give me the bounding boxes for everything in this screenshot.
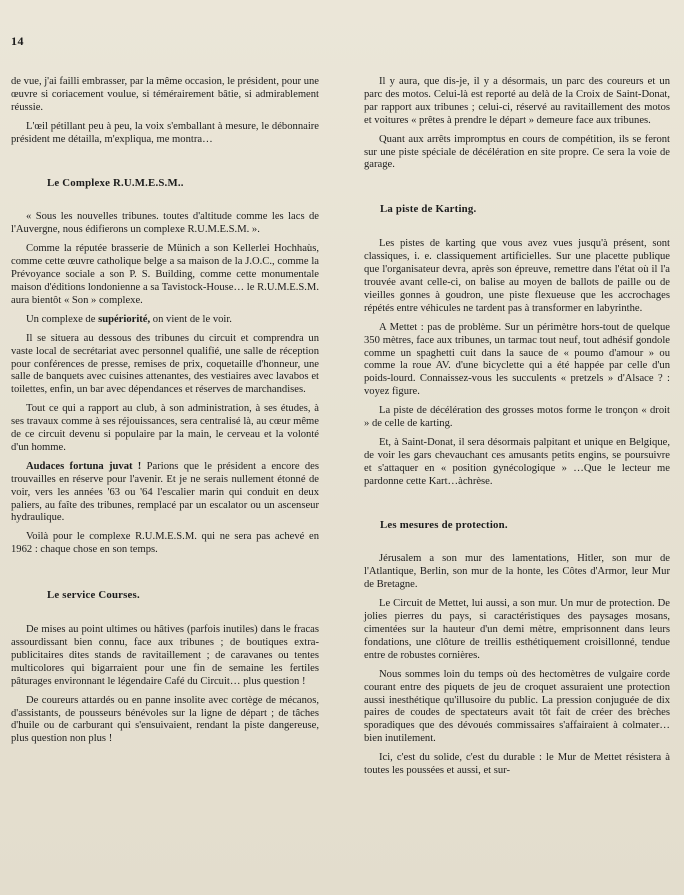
paragraph: de vue, j'ai failli embrasser, par la même occasion, le président, pour une œuvre si coriacement voulue, si témérairement bâtie, si admirablement réussie. (11, 76, 319, 113)
section-heading-karting: La piste de Karting. (380, 203, 477, 216)
paragraph: « Sous les nouvelles tribunes. toutes d'altitude comme les lacs de l'Auvergne, nous édifierons un complexe R.U.M.E.S.M. ». (11, 211, 319, 236)
right-column (364, 76, 670, 784)
section-heading-mesures: Les mesures de protection. (380, 518, 508, 531)
paragraph: Comme la réputée brasserie de Münich a son Kellerlei Hochhaùs, comme cette œuvre catholique belge a sa maison de la J.O.C., comme la Prévoyance sociale a son P. S. Building, comme cette monumentale maison d'éditions londonienne a sa Tavistock-House… le R.U.M.E.S.M. aura bientôt « Son » complexe. (11, 243, 319, 306)
paragraph: Il se situera au dessous des tribunes du circuit et comprendra un vaste local de secrétariat avec personnel qualifié, une salle de réception pour conférences de presse, remises de prix, coquetaille d'honneur, une salle de banquets avec cuisines attenantes, des vestiaires avec lavabos et toilettes, enfin, un bar avec dépendances et réserves de marchandises. (11, 332, 319, 396)
left-column (11, 76, 319, 752)
bold-text: Audaces fortuna juvat ! (26, 460, 142, 472)
paragraph: Tout ce qui a rapport au club, à son administration, à ses études, à ses travaux comme à ses réjouissances, sera centralisé là, au cœur même de ce circuit devenu si populaire par la main, le cerveau et la volonté d'un homme. (11, 403, 319, 453)
paragraph: Les pistes de karting que vous avez vues jusqu'à présent, sont classiques, i. e. classiquement artificielles. Sur une placette publique que l'organisateur devra, après son épreuve, remettre dans l'état où il l'a trouvée avant celle-ci, on balise au moyen de ballots de paille ou de vieilles gonnes à goudron, une piste flexueuse que les accrochages répétés entre véhicules ne tardent pas à transformer en labyrinthe. (364, 238, 670, 314)
paragraph: Et, à Saint-Donat, il sera désormais palpitant et unique en Belgique, de voir les gars chevauchant ces amusants petits engins, se poursuivre et s'attaquer en « position gynécologique » …Que le lecteur me pardonne cette Kart…àchrèse. (364, 436, 670, 487)
paragraph-audaces (11, 461, 319, 526)
paragraph: Ici, c'est du solide, c'est du durable : le Mur de Mettet résistera à toutes les poussées et aussi, et sur- (364, 752, 670, 777)
paragraph: Il y aura, que dis-je, il y a désormais, un parc des coureurs et un parc des motos. Celui-là est reporté au delà de la Croix de Saint-Donat, par rapport aux tribunes ; celui-ci, réservé au ravitaillement des motos et voitures « prêtes à prendre le départ » demeure face aux tribunes. (364, 76, 670, 126)
bold-text: supériorité, (98, 313, 151, 325)
paragraph: Nous sommes loin du temps où des hectomètres de vulgaire corde courant entre des piquets de jeu de croquet assuraient une protection aussi inesthétique qu'illusoire du public. La pression conjuguée de dix paires de coudes de spectateurs avait tôt fait de créer des brèches sporadiques que des dévoués commissaires s'affairaient à colmater… bien inutilement. (364, 668, 670, 745)
paragraph: Le Circuit de Mettet, lui aussi, a son mur. Un mur de protection. De jolies pierres du pays, si caractéristiques des paysages mosans, cimentées sur la hauteur d'un demi mètre, emprisonnent dans leurs fondations, une clôture de treillis esthétiquement croisillonné, tendue entre de robustes cornières. (364, 598, 670, 661)
section-heading-service: Le service Courses. (47, 589, 140, 602)
paragraph: L'œil pétillant peu à peu, la voix s'emballant à mesure, le débonnaire président me détailla, m'expliqua, me montra… (11, 120, 319, 145)
paragraph: Jérusalem a son mur des lamentations, Hitler, son mur de l'Atlantique, Berlin, son mur de la honte, les Côtes d'Armor, leur Mur de Bretagne. (364, 553, 670, 591)
paragraph: De coureurs attardés ou en panne insolite avec cortège de mécanos, d'assistants, de pousseurs bénévoles sur la ligne de départ ; de tâches d'huile ou de carburant qui s'ensuivaient, rendant la piste dangereuse, plus question non plus ! (11, 694, 319, 745)
page-number: 14 (11, 34, 24, 48)
paragraph: De mises au point ultimes ou hâtives (parfois inutiles) dans le fracas assourdissant bien connu, face aux tribunes ; de boutiques extra-publicitaires dites stands de ravitaillement ; de caravanes ou tentes multicolores qui bigarraient pour une fin de semaine les fertiles pâturages environnant le légendaire Café du Circuit… plus question ! (11, 624, 319, 687)
paragraph: La piste de décélération des grosses motos forme le tronçon « droit » de celle de karting. (364, 405, 670, 430)
paragraph: A Mettet : pas de problème. Sur un périmètre hors-tout de quelque 350 mètres, face aux tribunes, un tarmac tout neuf, tout adhésif gondole comme un spaghetti cuit dans la sauce de « poumo d'amour » ou comme la roue AV. d'une bicyclette qui a été happée par celle d'un poids-lourd. Connaissez-vous les succulents « pretzels » d'Alsace ? : voyez figure. (364, 321, 670, 398)
section-heading-complexe: Le Complexe R.U.M.E.S.M.. (47, 176, 184, 189)
text-run: on vient de le voir. (150, 313, 232, 325)
text-run: Un complexe de (26, 313, 99, 325)
paragraph-superiorite (11, 314, 319, 327)
paragraph: Quant aux arrêts impromptus en cours de compétition, ils se feront sur une piste spéciale de décélération en site propre. Ce sera la voie de garage. (364, 133, 670, 171)
paragraph: Voilà pour le complexe R.U.M.E.S.M. qui ne sera pas achevé en 1962 : chaque chose en son temps. (11, 531, 319, 556)
text-run: Parions que le président a encore des trouvailles en réserve pour l'avenir. Et je ne serais nullement étonné de voir, vers les années '63 ou '64 l'escalier marin qui conduit en deux paliers, au faîte des tribunes, remplacé par un escalator ou un ascenseur hydraulique. (11, 460, 319, 524)
